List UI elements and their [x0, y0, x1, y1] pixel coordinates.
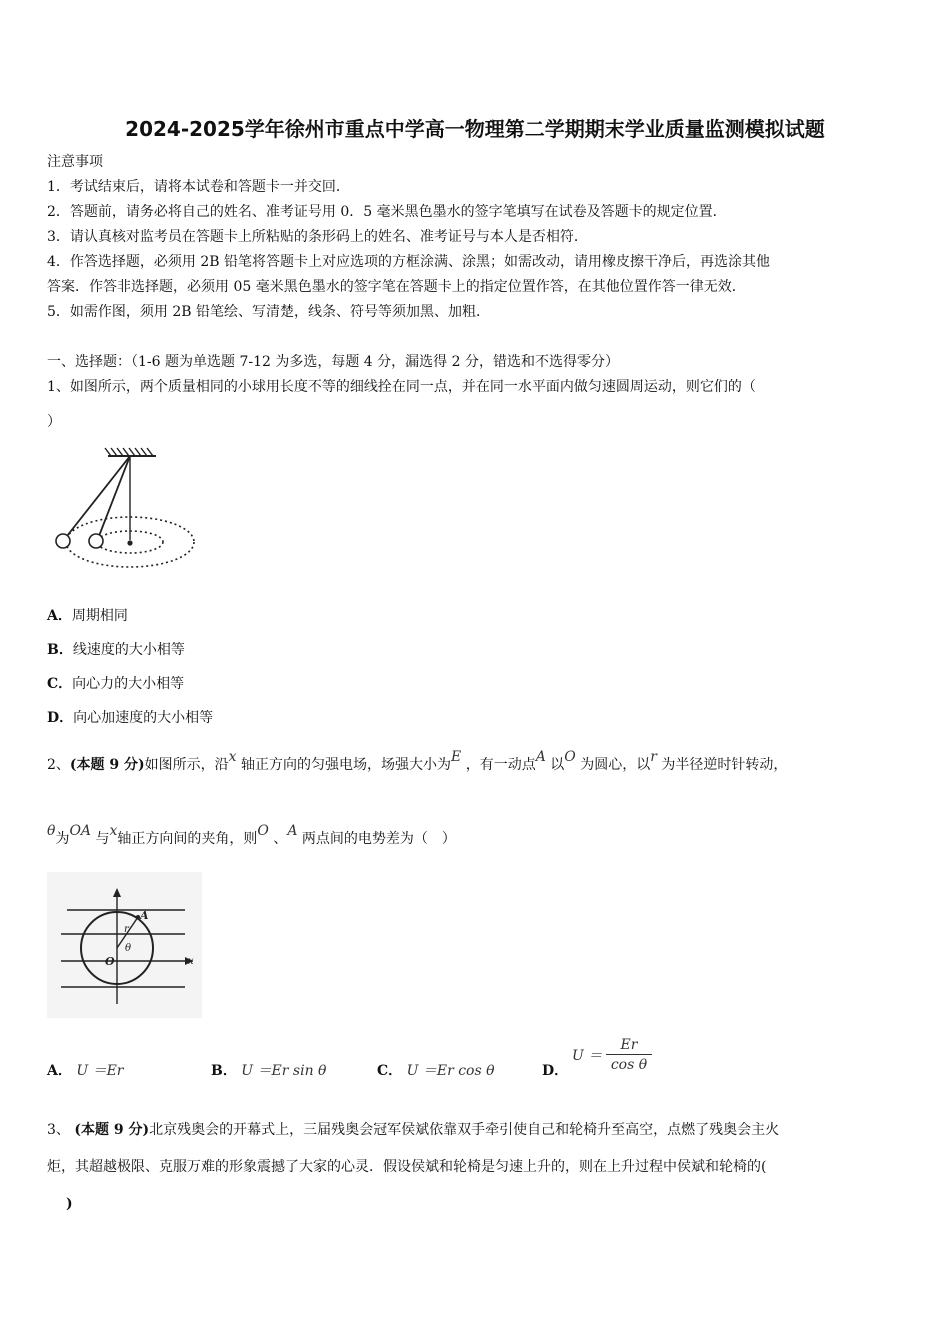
q1-option-c: C．向心力的大小相等 — [47, 676, 185, 692]
q1-pendulum-figure — [50, 446, 200, 572]
notice-item: 5．如需作图，须用 2B 铅笔绘、写清楚，线条、符号等须加黑、加粗． — [47, 304, 491, 320]
notice-item: 1．考试结束后，请将本试卷和答题卡一并交回． — [47, 179, 350, 195]
q1-option-b: B．线速度的大小相等 — [47, 642, 185, 658]
figure-label-a: A — [140, 909, 149, 922]
q2-field-figure — [47, 872, 202, 1018]
q2-option-b: B． U ＝Er sin θ — [211, 1063, 327, 1079]
q3-stem-line1: 3、 (本题 9 分)北京残奥会的开幕式上，三届残奥会冠军侯斌依靠双手牵引使自己和轮椅升至高空，点燃了残奥会主火 — [47, 1122, 780, 1138]
notice-item: 2．答题前，请务必将自己的姓名、准考证号用 0．5 毫米黑色墨水的签字笔填写在试卷及答题卡的规定位置． — [47, 204, 727, 220]
section-heading: 一、选择题：（1-6 题为单选题 7-12 为多选，每题 4 分，漏选得 2 分，错选和不选得零分） — [47, 354, 619, 370]
notice-item: 答案．作答非选择题，必须用 05 毫米黑色墨水的签字笔在答题卡上的指定位置作答，在其他位置作答一律无效． — [47, 279, 746, 295]
q3-stem-line3: ) — [66, 1196, 73, 1212]
q2-option-d: D． — [542, 1063, 569, 1079]
q2-option-a: A． U ＝Er — [47, 1063, 124, 1079]
q1-option-a: A．周期相同 — [47, 608, 128, 624]
notice-item: 3．请认真核对监考员在答题卡上所粘贴的条形码上的姓名、准考证号与本人是否相符． — [47, 229, 588, 245]
notice-heading: 注意事项 — [47, 154, 103, 170]
q2-option-d-fraction: Er cos θ — [606, 1036, 652, 1075]
q3-stem-line2: 炬，其超越极限、克服万难的形象震撼了大家的心灵．假设侯斌和轮椅是匀速上升的，则在上升过程中侯斌和轮椅的( — [47, 1159, 767, 1175]
page-title: 2024-2025学年徐州市重点中学高一物理第二学期期末学业质量监测模拟试题 — [125, 117, 825, 141]
q1-stem: 1、如图所示，两个质量相同的小球用长度不等的细线拴在同一点，并在同一水平面内做匀速圆周运动，则它们的（ — [47, 379, 756, 395]
figure-label-x: x — [188, 956, 194, 967]
q2-stem-line1: 2、(本题 9 分)如图所示，沿x 轴正方向的匀强电场，场强大小为E ，有一动点A 以O 为圆心，以r 为半径逆时针转动， — [47, 749, 788, 773]
notice-item: 4．作答选择题，必须用 2B 铅笔将答题卡上对应选项的方框涂满、涂黑；如需改动，请用橡皮擦干净后，再选涂其他 — [47, 254, 770, 270]
figure-label-o: O — [105, 955, 115, 968]
figure-label-theta: θ — [125, 943, 132, 954]
q2-option-d-lhs: U ＝ — [572, 1048, 603, 1064]
q2-option-c: C． U ＝Er cos θ — [377, 1063, 495, 1079]
q2-stem-line2: θ为OA 与x轴正方向间的夹角，则O 、A 两点间的电势差为（ ） — [47, 823, 456, 847]
q1-option-d: D．向心加速度的大小相等 — [47, 710, 214, 726]
q1-stem-end: ） — [47, 414, 61, 430]
figure-label-r: r — [124, 924, 129, 935]
